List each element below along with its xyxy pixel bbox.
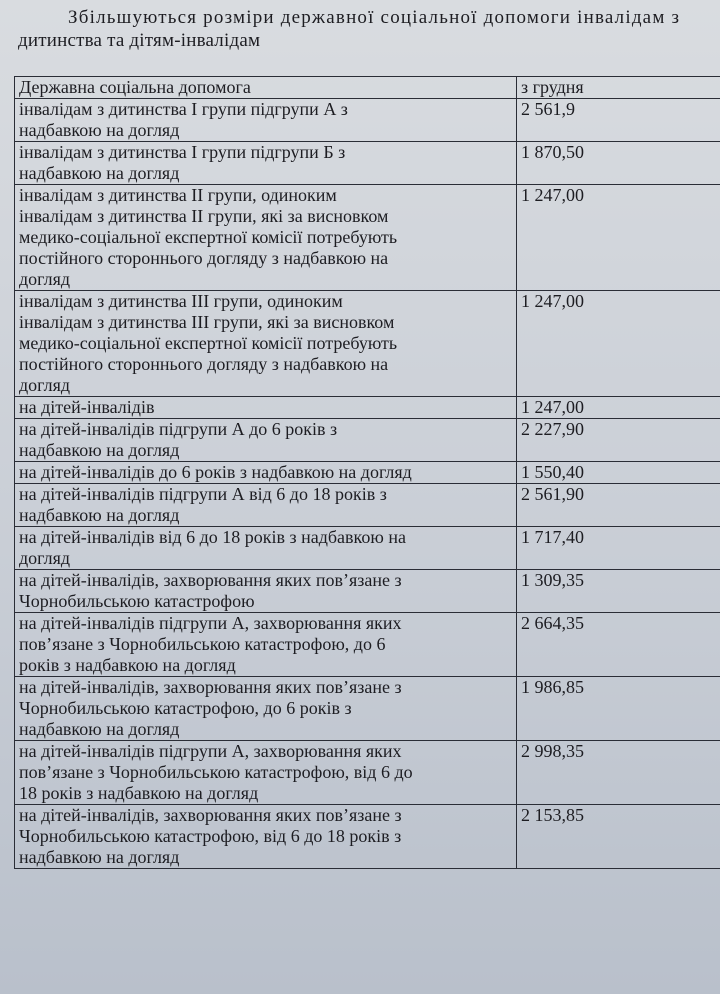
benefit-category-line: медико-соціальної експертної комісії потребують (19, 227, 398, 247)
benefit-category (15, 419, 517, 462)
benefit-category-line: надбавкою на догляд (19, 847, 180, 867)
benefit-category-line: на дітей-інвалідів від 6 до 18 років з надбавкою на (19, 527, 406, 547)
benefits-table (14, 76, 720, 869)
heading-line-2: дитинства та дітям-інвалідам (18, 30, 261, 51)
benefit-amount: 2 227,90 (517, 419, 720, 462)
benefit-category (15, 613, 517, 677)
benefit-amount: 1 550,40 (517, 462, 720, 484)
benefit-category-line: догляд (19, 269, 71, 289)
benefit-category-line: надбавкою на догляд (19, 719, 180, 739)
benefit-amount: 2 664,35 (517, 613, 720, 677)
benefit-category-line: Чорнобильською катастрофою, від 6 до 18 років з (19, 826, 402, 846)
benefit-category-line: інвалідам з дитинства ІІІ групи, які за висновком (19, 312, 395, 332)
benefit-category-line: медико-соціальної експертної комісії потребують (19, 333, 398, 353)
benefit-category-line: надбавкою на догляд (19, 505, 180, 525)
benefit-category-line: інвалідам з дитинства ІІ групи, одиноким (19, 185, 337, 205)
benefit-category-line: на дітей-інвалідів (19, 397, 155, 417)
table-row (15, 527, 720, 570)
benefit-amount: 2 561,90 (517, 484, 720, 527)
benefit-category (15, 99, 517, 142)
benefit-category-line: інвалідам з дитинства І групи підгрупи Б з (19, 142, 346, 162)
benefit-category-line: на дітей-інвалідів до 6 років з надбавкою на догляд (19, 462, 412, 482)
benefit-category-line: пов’язане з Чорнобильською катастрофою, від 6 до (19, 762, 413, 782)
table-row (15, 397, 720, 419)
table-row (15, 419, 720, 462)
benefit-amount: 1 870,50 (517, 142, 720, 185)
column-header-category: Державна соціальна допомога (15, 77, 517, 99)
benefit-category-line: на дітей-інвалідів підгрупи А від 6 до 18 років з (19, 484, 387, 504)
table-body (15, 99, 720, 869)
table-header-row (15, 77, 720, 99)
benefit-category-line: надбавкою на догляд (19, 163, 180, 183)
benefit-category (15, 527, 517, 570)
benefit-category-line: Чорнобильською катастрофою (19, 591, 255, 611)
benefit-category-line: на дітей-інвалідів підгрупи А, захворювання яких (19, 741, 402, 761)
table-row (15, 613, 720, 677)
benefit-category (15, 462, 517, 484)
table-row (15, 484, 720, 527)
benefit-category (15, 741, 517, 805)
benefit-category-line: інвалідам з дитинства ІІ групи, які за висновком (19, 206, 389, 226)
benefit-category (15, 142, 517, 185)
benefit-category-line: надбавкою на догляд (19, 440, 180, 460)
benefit-amount: 1 247,00 (517, 291, 720, 397)
benefit-amount: 1 247,00 (517, 397, 720, 419)
benefit-category (15, 185, 517, 291)
benefit-category-line: на дітей-інвалідів, захворювання яких пов’язане з (19, 570, 402, 590)
table-row (15, 677, 720, 741)
benefit-category-line: постійного стороннього догляду з надбавкою на (19, 354, 389, 374)
heading-line-1: Збільшуються розміри державної соціальної допомоги інвалідам з (68, 7, 681, 28)
benefit-category-line: догляд (19, 375, 71, 395)
table-row (15, 291, 720, 397)
benefit-category-line: на дітей-інвалідів, захворювання яких пов’язане з (19, 805, 402, 825)
benefit-category-line: років з надбавкою на догляд (19, 655, 236, 675)
benefit-category-line: на дітей-інвалідів підгрупи А до 6 років з (19, 419, 338, 439)
benefit-category (15, 805, 517, 869)
table-row (15, 805, 720, 869)
benefit-amount: 2 561,9 (517, 99, 720, 142)
benefit-amount: 2 998,35 (517, 741, 720, 805)
benefit-amount: 2 153,85 (517, 805, 720, 869)
benefit-category-line: догляд (19, 548, 71, 568)
table-row (15, 462, 720, 484)
benefit-category-line: на дітей-інвалідів підгрупи А, захворювання яких (19, 613, 402, 633)
benefit-amount: 1 309,35 (517, 570, 720, 613)
benefit-category-line: постійного стороннього догляду з надбавкою на (19, 248, 389, 268)
document-heading (18, 6, 718, 52)
benefit-category-line: інвалідам з дитинства ІІІ групи, одиноким (19, 291, 343, 311)
benefit-category-line: на дітей-інвалідів, захворювання яких пов’язане з (19, 677, 402, 697)
table-row (15, 185, 720, 291)
benefit-category-line: надбавкою на догляд (19, 120, 180, 140)
table-row (15, 99, 720, 142)
table-row (15, 741, 720, 805)
benefit-category-line: 18 років з надбавкою на догляд (19, 783, 259, 803)
benefit-category-line: Чорнобильською катастрофою, до 6 років з (19, 698, 352, 718)
benefit-category (15, 570, 517, 613)
benefit-category (15, 397, 517, 419)
benefit-category (15, 291, 517, 397)
benefit-amount: 1 717,40 (517, 527, 720, 570)
benefit-amount: 1 986,85 (517, 677, 720, 741)
benefit-category (15, 484, 517, 527)
benefit-category-line: інвалідам з дитинства І групи підгрупи А з (19, 99, 348, 119)
column-header-value: з грудня (517, 77, 720, 99)
benefit-amount: 1 247,00 (517, 185, 720, 291)
benefit-category (15, 677, 517, 741)
benefit-category-line: пов’язане з Чорнобильською катастрофою, до 6 (19, 634, 386, 654)
table-row (15, 570, 720, 613)
table-row (15, 142, 720, 185)
